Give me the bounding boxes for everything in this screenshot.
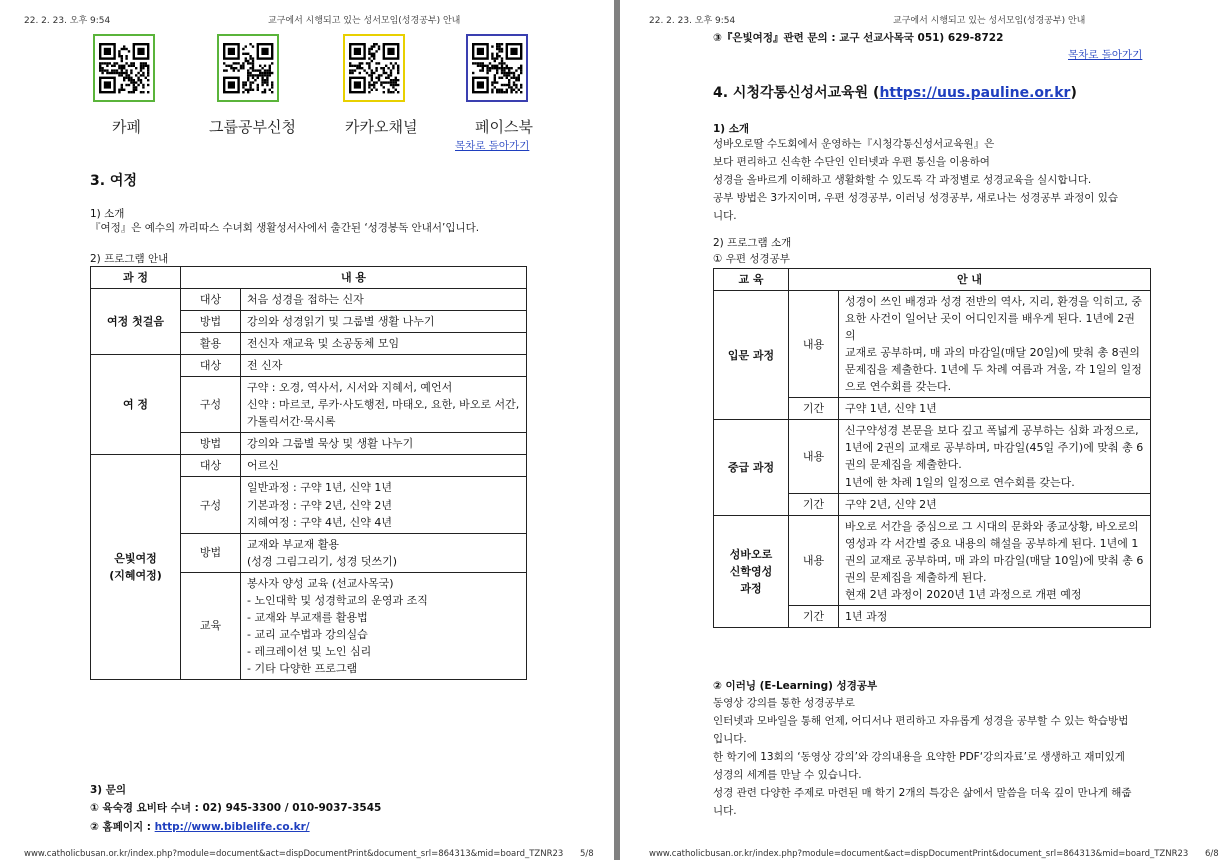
content-line: 교재로 공부하며, 매 과의 마감일(매달 20일)에 맞춰 총 8권의 [845, 346, 1140, 360]
section-title-prefix: 4. 시청각통신성서교육원 ( [713, 85, 880, 101]
toc-link[interactable]: 목차로 돌아가기 [455, 140, 530, 152]
table-row [91, 289, 527, 311]
row-content [241, 533, 527, 572]
course-name-cell [714, 515, 789, 627]
content-line: 권의 교재로 공부하며, 매 과의 마감일(매달 10일)에 맞춰 총 6 [845, 553, 1144, 567]
course-name-cell [91, 455, 181, 680]
row-label: 방법 [181, 433, 241, 455]
paragraph-line: 동영상 강의를 통한 성경공부로 [713, 697, 855, 709]
row-label: 내용 [789, 515, 839, 605]
content-line: 문제집을 제출한다. 1년에 두 차례 여름과 겨울, 각 1일의 일정 [845, 363, 1142, 377]
print-header-date: 22. 2. 23. 오후 9:54 [649, 16, 736, 26]
row-content: 구약 2년, 신약 2년 [839, 493, 1151, 515]
course-name: 은빛여정 [114, 552, 157, 566]
print-header-date: 22. 2. 23. 오후 9:54 [24, 16, 111, 26]
content-line: 처음 성경을 접하는 신자 [247, 293, 364, 307]
row-content [839, 291, 1151, 398]
contact-homepage-label: ② 홈페이지 : [90, 821, 155, 833]
content-line: 1년에 한 차례 1일의 일정으로 연수회를 갖는다. [845, 475, 1075, 489]
table-row [91, 455, 527, 477]
course-name: 여 정 [122, 398, 149, 412]
col-header-course: 과 정 [91, 267, 181, 289]
col-header-content: 내 용 [181, 267, 527, 289]
paragraph-line: 니다. [713, 210, 737, 222]
paragraph-line: 니다. [713, 805, 737, 817]
row-content [839, 420, 1151, 493]
row-label: 기간 [789, 398, 839, 420]
row-content: 1년 과정 [839, 605, 1151, 627]
row-label: 구성 [181, 477, 241, 533]
content-line: - 기타 다양한 프로그램 [247, 661, 358, 675]
row-label: 기간 [789, 605, 839, 627]
content-line: 어르신 [247, 459, 279, 473]
content-line: 영성과 각 서간별 중요 내용의 해설을 공부하게 된다. 1년에 1 [845, 536, 1139, 550]
qr-label-group-study: 그룹공부신청 [209, 118, 296, 136]
row-label: 대상 [181, 355, 241, 377]
table-row [714, 420, 1151, 493]
row-content [241, 455, 527, 477]
program-heading: 2) 프로그램 소개 [713, 237, 792, 249]
row-label: 교육 [181, 572, 241, 679]
content-line: 강의와 그룹별 묵상 및 생활 나누기 [247, 437, 414, 451]
content-line: 기본과정 : 구약 2년, 신약 2년 [247, 498, 392, 512]
elearning-paragraph [713, 694, 1132, 820]
content-line: 요한 사건이 일어난 곳이 어디인지를 배우게 된다. 1년에 2권의 [845, 312, 1135, 343]
mail-study-table [713, 268, 1151, 628]
paragraph-line: 공부 방법은 3가지이며, 우편 성경공부, 이러닝 성경공부, 새로나는 성경공부 과정이 있습 [713, 192, 1119, 204]
row-content [241, 377, 527, 433]
course-name: 여정 첫걸음 [107, 315, 164, 329]
paragraph-line: 성경의 세계를 만날 수 있습니다. [713, 769, 862, 781]
course-name: 과정 [740, 581, 762, 595]
content-line: 전신자 재교육 및 소공동체 모임 [247, 337, 400, 351]
homepage-link[interactable]: http://www.biblelife.co.kr/ [154, 821, 310, 833]
print-footer-page: 6/8 [1205, 849, 1219, 859]
paragraph-line: 입니다. [713, 733, 747, 745]
elearning-heading: ② 이러닝 (E-Learning) 성경공부 [713, 680, 878, 692]
program-table [90, 266, 527, 680]
row-content [241, 433, 527, 455]
qr-label-kakao-channel: 카카오채널 [345, 118, 418, 136]
content-line: 권의 문제집을 제출하게 된다. [845, 570, 987, 584]
intro-heading: 1) 소개 [90, 208, 125, 220]
course-name-cell [714, 291, 789, 420]
row-content [241, 311, 527, 333]
table-row [91, 355, 527, 377]
qr-code-facebook[interactable] [466, 34, 528, 102]
content-line: 지혜여정 : 구약 4년, 신약 4년 [247, 515, 392, 529]
row-label: 대상 [181, 289, 241, 311]
content-line: 현재 2년 과정이 2020년 1년 과정으로 개편 예정 [845, 587, 1082, 601]
contact-heading: 3) 문의 [90, 784, 127, 796]
contact-phone: ① 육숙경 요비타 수녀 : 02) 945-3300 / 010-9037-3545 [90, 802, 382, 814]
intro-text: 『여정』은 예수의 까리따스 수녀회 생활성서사에서 출간된 ‘성경봉독 안내서’입니다. [90, 222, 480, 234]
section-title [713, 82, 1077, 102]
course-name-cell [714, 420, 789, 515]
print-footer-page: 5/8 [580, 849, 594, 859]
content-line: - 교리 교수법과 강의실습 [247, 627, 368, 641]
toc-link[interactable]: 목차로 돌아가기 [1068, 49, 1143, 61]
paragraph-line: 보다 편리하고 신속한 수단인 인터넷과 우편 통신을 이용하여 [713, 156, 990, 168]
content-line: 전 신자 [247, 359, 283, 373]
qr-label-facebook: 페이스북 [475, 118, 533, 136]
paragraph-line: 성바오로딸 수도회에서 운영하는『시청각통신성서교육원』은 [713, 138, 995, 150]
col-header-education: 교 육 [714, 269, 789, 291]
row-content [241, 355, 527, 377]
content-line: 강의와 성경읽기 및 그룹별 생활 나누기 [247, 315, 435, 329]
table-row [714, 291, 1151, 398]
row-content [241, 572, 527, 679]
row-label: 방법 [181, 533, 241, 572]
qr-code-kakao-channel[interactable] [343, 34, 405, 102]
content-line: 교재와 부교재 활용 [247, 537, 340, 551]
course-name: 신학영성 [729, 564, 773, 578]
mail-study-heading: ① 우편 성경공부 [713, 253, 790, 265]
print-footer-url: www.catholicbusan.or.kr/index.php?module=document&act=dispDocumentPrint&document_srl=864313&mid=board_TZNR23 [24, 849, 564, 859]
row-label: 구성 [181, 377, 241, 433]
row-content [241, 333, 527, 355]
row-content [839, 515, 1151, 605]
content-line: - 노인대학 및 성경학교의 운영과 조직 [247, 593, 428, 607]
paragraph-line: 성경 관련 다양한 주제로 마련된 매 학기 2개의 특강은 삶에서 말씀을 더욱 깊이 만나게 해줍 [713, 787, 1132, 799]
row-content: 구약 1년, 신약 1년 [839, 398, 1151, 420]
paragraph-line: 성경을 올바르게 이해하고 생활화할 수 있도록 각 과정별로 성경교육을 실시합니다. [713, 174, 1092, 186]
content-line: 성경이 쓰인 배경과 성경 전반의 역사, 지리, 환경을 익히고, 중 [845, 295, 1142, 309]
document-page-6 [620, 0, 1228, 860]
content-line: 신약 : 마르코, 루카·사도행전, 마태오, 요한, 바오로 서간, [247, 398, 520, 412]
course-name-cell [91, 355, 181, 455]
content-line: 가톨릭서간·묵시록 [247, 415, 336, 429]
content-line: 신구약성경 본문을 보다 깊고 폭넓게 공부하는 심화 과정으로, [845, 424, 1139, 438]
row-label: 내용 [789, 291, 839, 398]
row-label: 활용 [181, 333, 241, 355]
content-line: 일반과정 : 구약 1년, 신약 1년 [247, 481, 392, 495]
row-label: 대상 [181, 455, 241, 477]
content-line: 구약 : 오경, 역사서, 시서와 지혜서, 예언서 [247, 381, 453, 395]
section-title-suffix: ) [1070, 85, 1077, 101]
contact-homepage [90, 819, 310, 834]
intro-paragraph [713, 135, 1118, 225]
qr-code-group-study[interactable] [217, 34, 279, 102]
paragraph-line: 한 학기에 13회의 ‘동영상 강의’와 강의내용을 요약한 PDF‘강의자료’로 생생하고 재미있게 [713, 751, 1125, 763]
content-line: 권의 문제집을 제출한다. [845, 458, 962, 472]
content-line: 1년에 2권의 교재로 공부하며, 마감일(45일 주기)에 맞춰 총 6 [845, 441, 1144, 455]
silver-journey-contact: ③『은빛여정』관련 문의 : 교구 선교사목국 051) 629-8722 [713, 32, 1004, 44]
row-content [241, 477, 527, 533]
row-label: 방법 [181, 311, 241, 333]
content-line: - 레크레이션 및 노인 심리 [247, 644, 372, 658]
course-name: 성바오로 [729, 547, 773, 561]
content-line: 봉사자 양성 교육 (선교사목국) [247, 576, 394, 590]
content-line: - 교재와 부교재를 활용법 [247, 610, 368, 624]
row-content [241, 289, 527, 311]
section-title: 3. 여정 [90, 173, 137, 189]
intro-heading: 1) 소개 [713, 123, 750, 135]
paragraph-line: 인터넷과 모바일을 통해 언제, 어디서나 편리하고 자유롭게 성경을 공부할 수 있는 학습방법 [713, 715, 1129, 727]
print-footer-url: www.catholicbusan.or.kr/index.php?module=document&act=dispDocumentPrint&document_srl=864313&mid=board_TZNR23 [649, 849, 1189, 859]
col-header-guide: 안 내 [789, 269, 1151, 291]
table-row [714, 515, 1151, 605]
content-line: 으로 연수회를 갖는다. [845, 380, 952, 394]
print-header-title: 교구에서 시행되고 있는 성서모임(성경공부) 안내 [268, 16, 461, 26]
row-label: 기간 [789, 493, 839, 515]
pauline-link[interactable]: https://uus.pauline.or.kr [879, 85, 1071, 101]
program-heading: 2) 프로그램 안내 [90, 253, 169, 265]
content-line: 바오로 서간을 중심으로 그 시대의 문화와 종교상황, 바오로의 [845, 519, 1139, 533]
course-name: 중급 과정 [727, 460, 775, 474]
course-name-cell [91, 289, 181, 355]
print-header-title: 교구에서 시행되고 있는 성서모임(성경공부) 안내 [893, 16, 1086, 26]
qr-code-cafe[interactable] [93, 34, 155, 102]
content-line: (성경 그림그리기, 성경 덧쓰기) [247, 554, 398, 568]
row-label: 내용 [789, 420, 839, 493]
qr-label-cafe: 카페 [112, 118, 141, 136]
course-name: 입문 과정 [727, 348, 775, 362]
course-name-sub: (지혜여정) [109, 569, 162, 583]
